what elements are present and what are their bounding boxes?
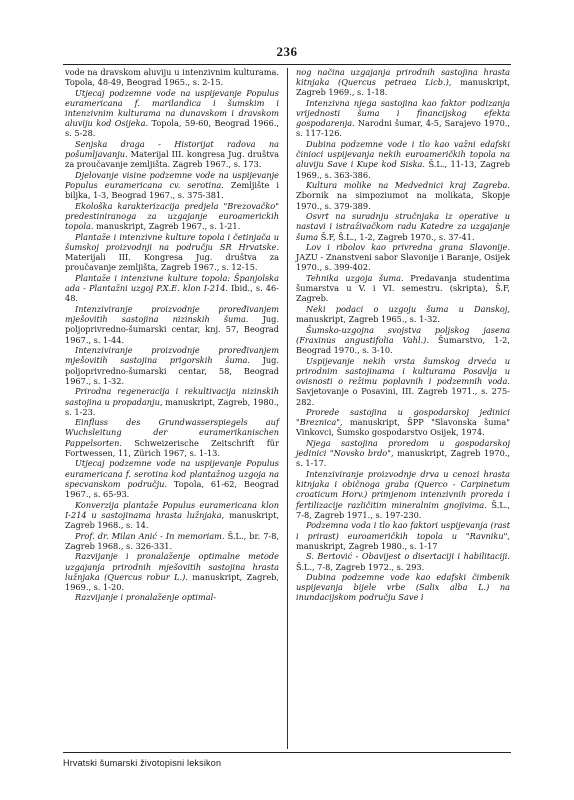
entry-details: manuskript, Zagreb 1965., s. 1-32.: [296, 314, 441, 325]
bibliography-entry: [296, 520, 510, 550]
entry-title: Utjecaj podzemne vode na uspijevanje Populus euramericana f. serotina kod plantažnog uzgoja na specvanskom području.: [65, 458, 279, 489]
entry-title: Osvrt na suradnju stručnjaka iz operative u nastavi i istraživačkom radu Katedre za uzgajanje šuma: [296, 211, 510, 242]
bibliography-entry: [65, 531, 279, 551]
entry-details: manuskript, Zagreb 1967., s. 1-21.: [93, 221, 241, 232]
bibliography-entry: [65, 345, 279, 386]
bibliography-entry: [296, 572, 510, 602]
entry-details: Materijali III. Kongresa Jug. društva za proučavanje zemljišta, Zagreb 1967., s. 12-15.: [65, 252, 279, 273]
entry-title: Plantaže i intenzivne kulture topola i četinjača u šumskoj proizvodnji na području SR Hrvatske.: [65, 232, 279, 253]
entry-title: Intenziviranje proizvodnje proređivanjem mješovitih sastojina prigorskih šuma.: [65, 345, 279, 366]
entry-title: S. Bertović - Obavijest o disertaciji i habilitaciji.: [306, 551, 510, 562]
bibliography-entry: [65, 458, 279, 499]
entry-details: Š.L., 7-8, Zagreb 1972., s. 293.: [296, 561, 425, 572]
entry-title: Lov i ribolov kao privredna grana Slavonije.: [306, 242, 510, 253]
entry-title: Uspijevanje nekih vrsta šumskog drveća u prirodnim sastojinama i kulturama Posavlja u ovisnosti o režimu poplavnih i podzemnih voda.: [296, 355, 510, 387]
bibliography-entry: [296, 180, 510, 210]
entry-details: Narodni šumar, 4-5, Sarajevo 1970., s. 117-126.: [296, 118, 510, 139]
entry-title: Neki podaci o uzgoju šuma u Danskoj,: [306, 304, 510, 315]
bibliography-entry: [296, 273, 510, 303]
entry-title: Podzemna voda i tlo kao faktori uspijevanja (rast i prirast) euroameričkih topola u "Ravniku",: [296, 520, 510, 541]
entry-title: Dubina podzemne vode i tlo kao važni edafski činioci uspijevanja nekih euroameričkih topola na aluviju Save i Kupe kod Siska.: [296, 139, 510, 170]
bibliography-entry: [296, 325, 510, 355]
entry-details: Zbornik na simpoziumot na molikata, Skopje 1970., s. 379-389.: [296, 190, 510, 211]
entry-title: Einfluss des Grundwasserspiegels auf Wuchsleitung der euramerikanischen Pappelsorten.: [65, 417, 279, 448]
entry-title: Djelovanje visine podzemne vode na uspijevanje Populus euramericana cv. serotina.: [65, 170, 279, 191]
entry-details: manuskript, Zagreb, 1980., s. 1-23.: [65, 396, 279, 417]
entry-title: Intenziviranje proizvodnje drva u cenozi hrasta kitnjaka i običnoga graba (Querco - Carpinetum croaticum Horv.) primjenom intenzivnih proreda i fertilizacije različitim mineralnim gnojivima.: [296, 469, 510, 510]
bibliography-entry: [296, 356, 510, 407]
bibliography-entry: [296, 304, 510, 324]
entry-title: Dubina podzemne vode kao edafski čimbenik uspijevanja bijele vrbe (Salix alba L.) na inundacijskom području Save i: [296, 572, 510, 603]
entry-title: Njega sastojina proredom u gospodarskoj jedinici "Novsko brdo",: [296, 438, 510, 459]
entry-title: Senjska draga - Historijat radova na pošumljavanju.: [65, 139, 279, 160]
entry-details: vode na dravskom aluviju u intenzivnim kulturama. Topola, 48-49, Beograd 1965., s. 2-15.: [65, 67, 279, 88]
entry-details: Š.F, Š.L., 1-2, Zagreb 1970., s. 37-41.: [318, 231, 475, 242]
bibliography-entry: [296, 551, 510, 571]
bibliography-entry: [65, 417, 279, 458]
entry-details: Zemljište i biljka, 1-3, Beograd 1967., s. 375-381.: [65, 180, 279, 201]
entry-title: Plantaže i intenzivne kulture topola: Španjolska ada - Plantažni uzgoj P.X.E. klon I-214.: [65, 273, 279, 294]
page-number: 236: [276, 44, 298, 59]
entry-details: Š.L., 7-8, Zagreb 1971., s. 197-230.: [296, 499, 510, 520]
entry-title: Prirodna regeneracija i rekultivacija nizinskih sastojina u propadanju,: [65, 386, 279, 407]
bibliography-entry: [65, 67, 279, 87]
entry-details: Materijal III. kongresa Jug. društva za proučavanje zemljišta. Zagreb 1967., s. 173.: [65, 149, 279, 170]
entry-details: manuskript, Zagreb 1969., s. 1-18.: [296, 77, 510, 98]
entry-title: Prorede sastojina u gospodarskoj jedinici "Breznica",: [296, 407, 510, 428]
footer-rule: [63, 752, 511, 753]
entry-details: JAZU - Znanstveni sabor Slavonije i Baranje, Osijek 1970., s. 399-402.: [296, 252, 510, 273]
bibliography-entry: [65, 201, 279, 231]
entry-title: Intenziviranje proizvodnje proređivanjem mješovitih sastojina nizinskih šuma.: [65, 304, 279, 325]
entry-title: Razvijanje i pronalaženje optimalne metode uzgajanja prirodnih mješovitih sastojina hrasta lužnjaka (Quercus robur L.).: [65, 551, 279, 582]
bibliography-entry: [296, 242, 510, 272]
entry-details: Ibid., s. 46-48.: [65, 283, 279, 304]
bibliography-entry: [296, 98, 510, 139]
bibliography-entry: [65, 500, 279, 530]
bibliography-entry: [65, 232, 279, 273]
entry-details: Jug. poljoprivredno-šumarski centar, 58, Beograd 1967., s. 1-32.: [65, 355, 279, 386]
entry-title: Kultura molike na Medvednici kraj Zagreba.: [306, 180, 510, 191]
entry-details: Schweizerische Zeitschrift für Fortwessen, 11, Zürich 1967, s. 1-13.: [65, 437, 279, 458]
entry-details: Predavanja studentima šumarstva u V. i VI. semestru. (skripta), Š.F, Zagreb.: [296, 273, 510, 304]
bibliography-entry: [296, 139, 510, 180]
column-divider: [287, 68, 288, 749]
bibliography-entry: [296, 407, 510, 437]
entry-title: Ekološka karakterizacija predjela "Brezovačko" predestiniranoga za uzgajanje euroamerickih topola.: [65, 201, 279, 232]
entry-title: Konverzija plantaže Populus euramericana klon I-214 u sastojinama hrasta lužnjaka,: [65, 499, 279, 520]
entry-details: Š.L., br. 7-8, Zagreb 1968., s. 326-331.: [65, 530, 280, 551]
entry-title: nog načina uzgajanja prirodnih sastojina hrasta kitnjaka (Quercus petraea Licb.),: [296, 67, 510, 88]
header-rule: [63, 64, 511, 65]
entry-title: Intenzivna njega sastojina kao faktor podizanja vrijednosti šuma i financijskog efekta gospodarenja.: [296, 97, 510, 129]
bibliography-entry: [65, 88, 279, 139]
entry-details: Savjetovanje o Posavini, III. Zagreb 1971., s. 275-282.: [296, 386, 510, 407]
bibliography-entry: [65, 386, 279, 416]
entry-details: manuskript, Zagreb 1980., s. 1-17: [296, 540, 438, 551]
bibliography-entry: [65, 170, 279, 200]
bibliography-entry: [296, 469, 510, 520]
entry-details: manuskript, Zagreb 1968., s. 14.: [65, 509, 280, 530]
entry-details: Topola, 59-60, Beograd 1966., s. 5-28.: [65, 118, 279, 139]
entry-details: Topola, 61-62, Beograd 1967., s. 65-93.: [65, 478, 280, 499]
entry-title: Utjecaj podzemne vode na uspijevanje Populus euramericana f. marilandica i šumskim i intenzivnim kulturama na dunavskom i dravskom aluviju kod Osijeka.: [65, 87, 279, 129]
left-column: [65, 67, 279, 603]
entry-details: manuskript, Zagreb, 1969., s. 1-20.: [65, 571, 280, 592]
entry-title: Šumsko-uzgojna svojstva poljskog jasena (Fraxinus angustifolia Vahl.).: [296, 324, 510, 346]
entry-details: Šumarstvo, 1-2, Beograd 1970., s. 3-10.: [296, 335, 510, 356]
entry-title: Razvijanje i pronalaženje optimal-: [75, 592, 216, 603]
bibliography-entry: [65, 592, 279, 602]
bibliography-entry: [65, 551, 279, 592]
entry-title: Tehnika uzgoja šuma.: [306, 273, 404, 284]
entry-details: manuskript, Zagreb 1970., s. 1-17.: [296, 448, 510, 469]
entry-details: Š.L., 11-13, Zagreb 1969., s. 363-386.: [296, 159, 510, 180]
bibliography-entry: [65, 273, 279, 303]
bibliography-entry: [65, 139, 279, 169]
bibliography-entry: [296, 67, 510, 97]
entry-title: Prof. dr. Milan Anić - In memoriam.: [75, 530, 225, 541]
right-column: [296, 67, 510, 603]
bibliography-entry: [296, 438, 510, 468]
entry-details: Jug. poljoprivredno-šumarski centar, knj. 57, Beograd 1967., s. 1-44.: [65, 314, 279, 345]
entry-details: manuskript, ŠPP "Slavonska šuma" Vinkovci, Šumsko gospodarstvo Osijek, 1974.: [296, 417, 510, 438]
bibliography-entry: [65, 304, 279, 345]
bibliography-entry: [296, 211, 510, 241]
footer-text: Hrvatski šumarski životopisni leksikon: [63, 758, 222, 768]
